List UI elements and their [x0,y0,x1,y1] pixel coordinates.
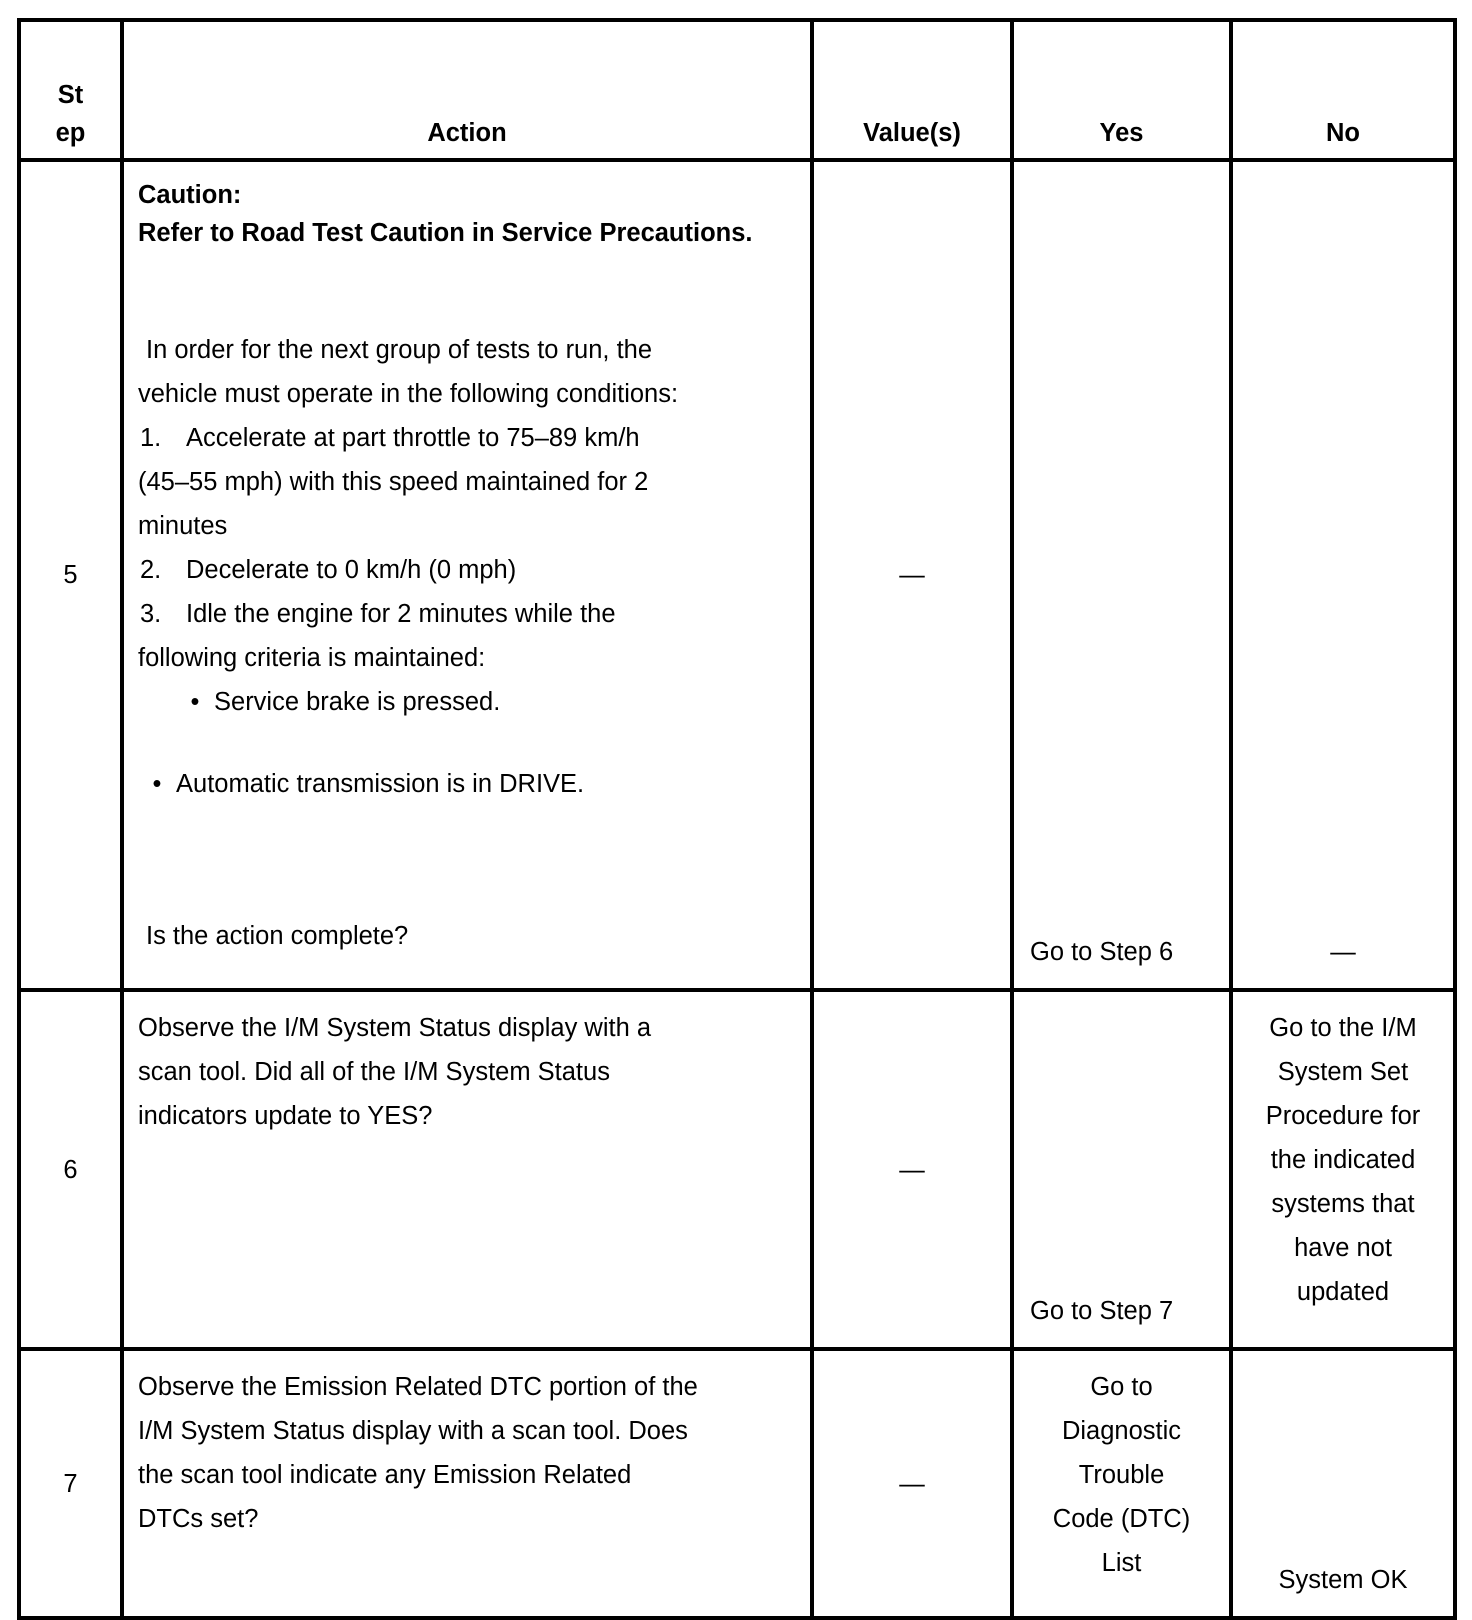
caution-title: Caution: [138,181,242,209]
header-no: No [1231,20,1455,160]
no-6-line7: updated [1296,1278,1390,1306]
value-cell-6: — [812,990,1012,1349]
no-6-line2: System Set [1277,1058,1409,1086]
bullet-glyph: • [152,770,162,798]
step-number-5: 5 [19,160,122,990]
no-6-line6: have not [1294,1234,1392,1262]
action-7-line4: DTCs set? [138,1505,259,1533]
yes-7-line2: Diagnostic [1061,1417,1182,1445]
list-item-3-num: 3. [140,600,162,628]
action-cell-6 [122,990,812,1349]
list-item-3 [138,592,796,636]
table-header-row [19,20,1455,160]
header-values: Value(s) [812,20,1012,160]
no-6-line5: systems that [1271,1190,1415,1218]
diagnostic-table-frame [17,18,1453,1598]
no-6-line1: Go to the I/M [1269,1014,1417,1042]
bullet-item-2 [138,762,796,806]
intro-line-2: vehicle must operate in the following conditions: [138,380,679,408]
no-cell-6 [1231,990,1455,1349]
intro-line-1: In order for the next group of tests to run, the [146,336,653,364]
action-6-line3: indicators update to YES? [138,1102,433,1130]
action-6-line2: scan tool. Did all of the I/M System Status [138,1058,610,1086]
step-number-6: 6 [19,990,122,1349]
no-cell-7: System OK [1231,1349,1455,1618]
bullet-item-2-text: Automatic transmission is in DRIVE. [176,770,585,798]
action-cell-5 [122,160,812,990]
list-item-1 [138,416,796,460]
list-item-3-line1: Idle the engine for 2 minutes while the [186,600,616,628]
caution-text: Refer to Road Test Caution in Service Precautions. [138,219,753,247]
table-row-step-7 [19,1349,1455,1618]
value-cell-7: — [812,1349,1012,1618]
yes-cell-6: Go to Step 7 [1012,990,1231,1349]
yes-7-line3: Trouble [1078,1461,1165,1489]
bullet-glyph: • [190,688,200,716]
yes-7-line5: List [1101,1549,1142,1577]
no-cell-5: — [1231,160,1455,990]
list-item-1-num: 1. [140,424,162,452]
step-number-7: 7 [19,1349,122,1618]
yes-cell-5: Go to Step 6 [1012,160,1231,990]
list-item-2-num: 2. [140,556,162,584]
table-row-step-6 [19,990,1455,1349]
header-step-line1: St [57,81,84,109]
header-step-line2: ep [55,119,86,147]
list-item-1-line3: minutes [138,512,228,540]
action-7-line3: the scan tool indicate any Emission Related [138,1461,632,1489]
list-item-2-text: Decelerate to 0 km/h (0 mph) [186,556,517,584]
header-step [19,20,122,160]
yes-7-line1: Go to [1090,1373,1153,1401]
header-action: Action [122,20,812,160]
table-row-step-5 [19,160,1455,990]
bullet-item-1-text: Service brake is pressed. [214,688,501,716]
action-7-line2: I/M System Status display with a scan tool. Does [138,1417,688,1445]
header-yes: Yes [1012,20,1231,160]
list-item-1-line2: (45–55 mph) with this speed maintained for 2 [138,468,649,496]
list-item-2 [138,548,796,592]
action-7-line1: Observe the Emission Related DTC portion of the [138,1373,698,1401]
action-cell-7 [122,1349,812,1618]
question-text: Is the action complete? [146,922,409,950]
yes-7-line4: Code (DTC) [1052,1505,1191,1533]
value-cell-5: — [812,160,1012,990]
no-6-line3: Procedure for [1265,1102,1421,1130]
no-6-line4: the indicated [1270,1146,1416,1174]
list-item-1-line1: Accelerate at part throttle to 75–89 km/h [186,424,640,452]
yes-cell-7 [1012,1349,1231,1618]
list-item-3-line2: following criteria is maintained: [138,644,486,672]
action-6-line1: Observe the I/M System Status display with a [138,1014,652,1042]
diagnostic-table [17,18,1457,1620]
bullet-item-1 [138,680,796,724]
